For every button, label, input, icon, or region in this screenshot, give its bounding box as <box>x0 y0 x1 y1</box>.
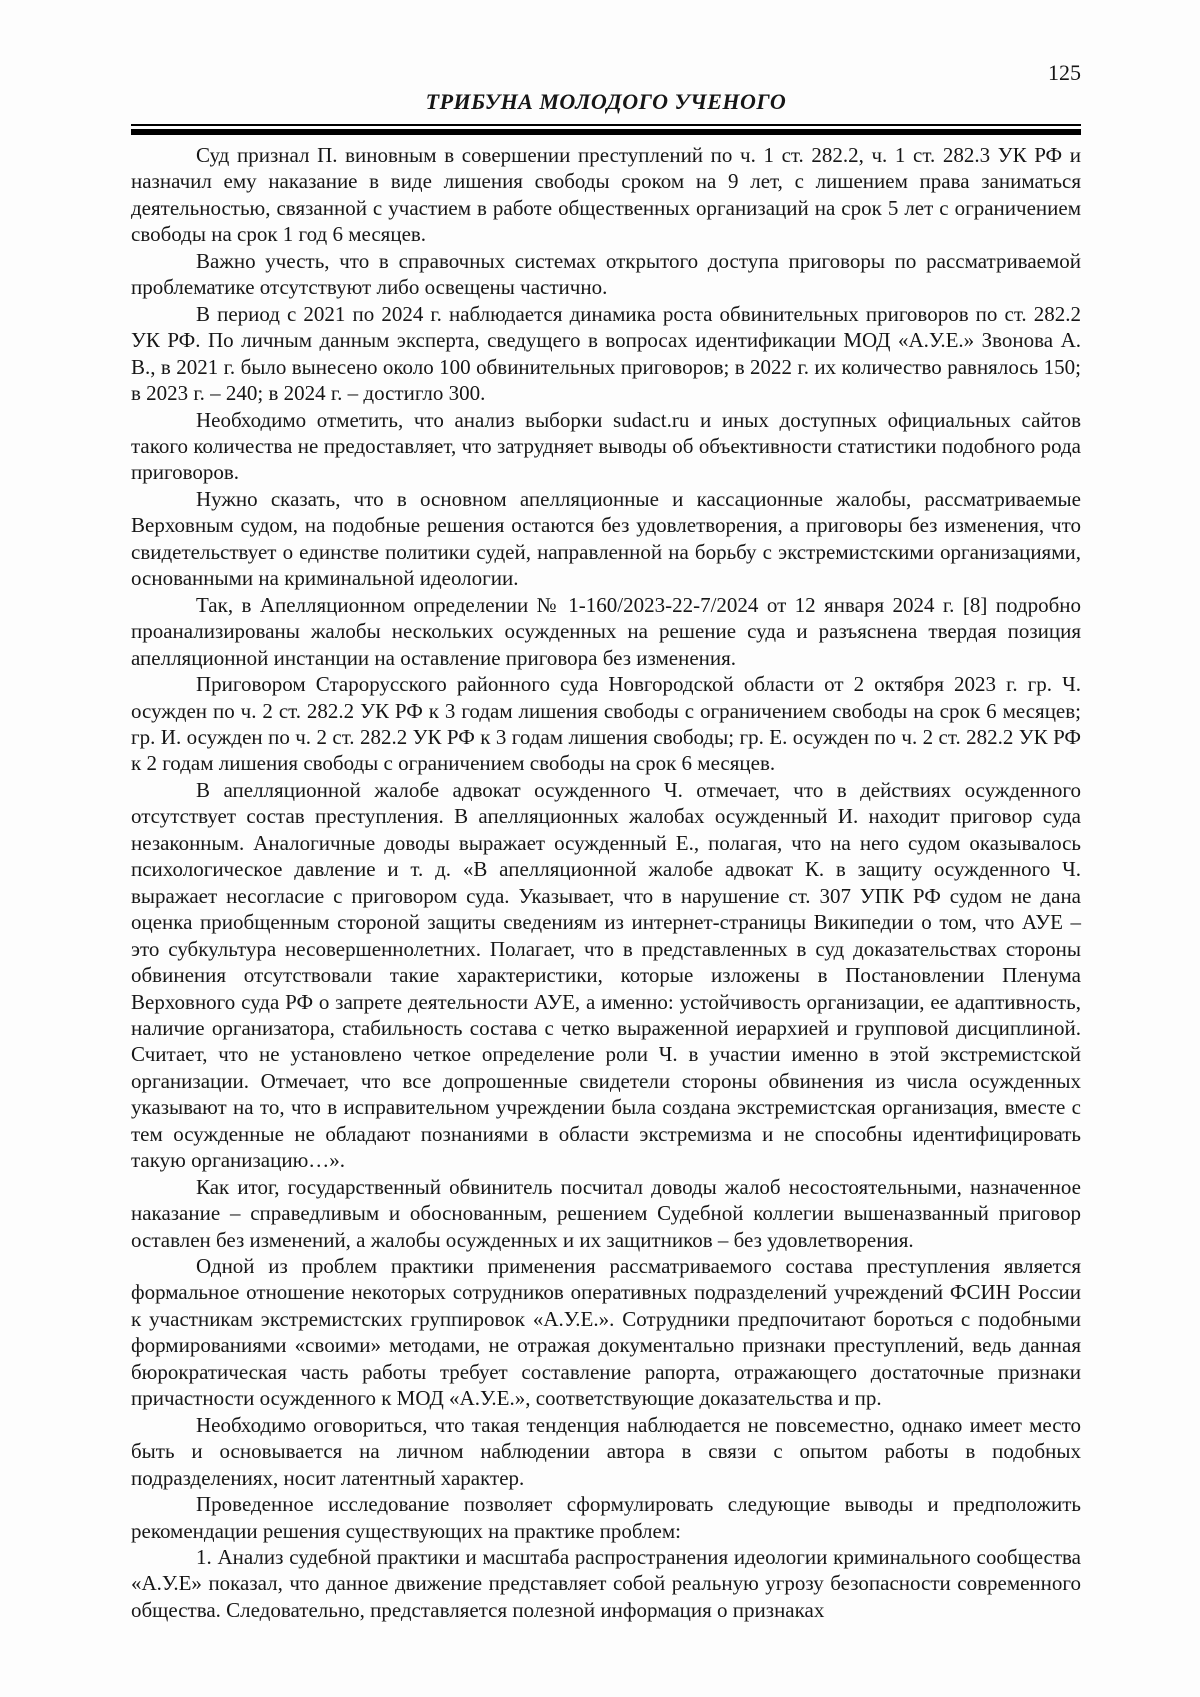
paragraph: Приговором Старорусского районного суда Новгородской области от 2 октября 2023 г. гр. Ч. осужден по ч. 2 ст. 282.2 УК РФ к 3 годам лишения свободы с ограничением свободы на срок 6 месяцев; гр. И. осужден по ч. 2 ст. 282.2 УК РФ к 3 годам лишения свободы; гр. Е. осужден по ч. 2 ст. 282.2 УК РФ к 2 годам лишения свободы с ограничением свободы на срок 6 месяцев. <box>131 672 1081 776</box>
paragraph: Как итог, государственный обвинитель посчитал доводы жалоб несостоятельными, назначенное наказание – справедливым и обоснованным, решением Судебной коллегии вышеназванный приговор оставлен без изменений, а жалобы осужденных и их защитников – без удовлетворения. <box>131 1174 1081 1252</box>
running-head: ТРИБУНА МОЛОДОГО УЧЕНОГО <box>425 89 787 114</box>
header-rule <box>131 124 1081 135</box>
paragraph: 1. Анализ судебной практики и масштаба распространения идеологии криминального сообщества «А.У.Е» показал, что данное движение представляет собой реальную угрозу безопасности современного общества. Следовательно, представляется полезной информация о признаках <box>131 1545 1081 1622</box>
paragraph: Необходимо оговориться, что такая тенденция наблюдается не повсеместно, однако имеет место быть и основывается на личном наблюдении автора в связи с опытом работы в подобных подразделениях, носит латентный характер. <box>131 1412 1081 1490</box>
paragraph: Одной из проблем практики применения рассматриваемого состава преступления является формальное отношение некоторых сотрудников оперативных подразделений учреждений ФСИН России к участникам экстремистских группировок «А.У.Е.». Сотрудники предпочитают бороться с подобными формированиями «своими» методами, не отражая документально признаки преступлений, ведь данная бюрократическая часть работы требует составление рапорта, отражающего достаточные признаки причастности осужденного к МОД «А.У.Е.», соответствующие доказательства и пр. <box>131 1254 1081 1411</box>
paragraph: Суд признал П. виновным в совершении преступлений по ч. 1 ст. 282.2, ч. 1 ст. 282.3 УК РФ и назначил ему наказание в виде лишения свободы сроком на 9 лет, с лишением права заниматься деятельностью, связанной с участием в работе общественных организаций на срок 5 лет с ограничением свободы на срок 1 год 6 месяцев. <box>131 143 1081 247</box>
paragraph: В апелляционной жалобе адвокат осужденного Ч. отмечает, что в действиях осужденного отсутствует состав преступления. В апелляционных жалобах осужденный И. находит приговор суда незаконным. Аналогичные доводы выражает осужденный Е., полагая, что на него судом оказывалось психологическое давление и т. д. «В апелляционной жалобе адвокат К. в защиту осужденного Ч. выражает несогласие с приговором суда. Указывает, что в нарушение ст. 307 УПК РФ судом не дана оценка приобщенным стороной защиты сведениям из интернет-страницы Википедии о том, что АУЕ – это субкультура несовершеннолетних. Полагает, что в представленных в суд доказательствах стороны обвинения отсутствовали такие характеристики, которые изложены в Постановлении Пленума Верховного суда РФ о запрете деятельности АУЕ, а именно: устойчивость организации, ее адаптивность, наличие организатора, стабильность состава с четко выраженной иерархией и групповой дисциплиной. Считает, что не установлено четкое определение роли Ч. в участии именно в этой экстремистской организации. Отмечает, что все допрошенные свидетели стороны обвинения из числа осужденных указывают на то, что в исправительном учреждении была создана экстремистская организация, вместе с тем осужденные не обладают познаниями в области экстремизма и не способны идентифицировать такую организацию…». <box>131 777 1081 1173</box>
paragraph: Так, в Апелляционном определении № 1-160/2023-22-7/2024 от 12 января 2024 г. [8] подробно проанализированы жалобы нескольких осужденных на решение суда и разъяснена твердая позиция апелляционной инстанции на оставление приговора без изменения. <box>131 592 1081 670</box>
page-number: 125 <box>1048 60 1081 85</box>
paragraph: Необходимо отметить, что анализ выборки sudact.ru и иных доступных официальных сайтов такого количества не предоставляет, что затрудняет выводы об объективности статистики подобного рода приговоров. <box>131 407 1081 485</box>
paragraph: Нужно сказать, что в основном апелляционные и кассационные жалобы, рассматриваемые Верховным судом, на подобные решения остаются без удовлетворения, а приговоры без изменения, что свидетельствует о единстве политики судей, направленной на борьбу с экстремистскими организациями, основанными на криминальной идеологии. <box>131 486 1081 591</box>
paragraph: В период с 2021 по 2024 г. наблюдается динамика роста обвинительных приговоров по ст. 282.2 УК РФ. По личным данным эксперта, сведущего в вопросах идентификации МОД «А.У.Е.» Звонова А. В., в 2021 г. было вынесено около 100 обвинительных приговоров; в 2022 г. их количество равнялось 150; в 2023 г. – 240; в 2024 г. – достигло 300. <box>131 301 1081 406</box>
paragraph: Важно учесть, что в справочных системах открытого доступа приговоры по рассматриваемой проблематике отсутствуют либо освещены частично. <box>131 248 1081 300</box>
article-body <box>131 142 1081 1623</box>
paragraph: Проведенное исследование позволяет сформулировать следующие выводы и предположить рекомендации решения существующих на практике проблем: <box>131 1492 1081 1543</box>
